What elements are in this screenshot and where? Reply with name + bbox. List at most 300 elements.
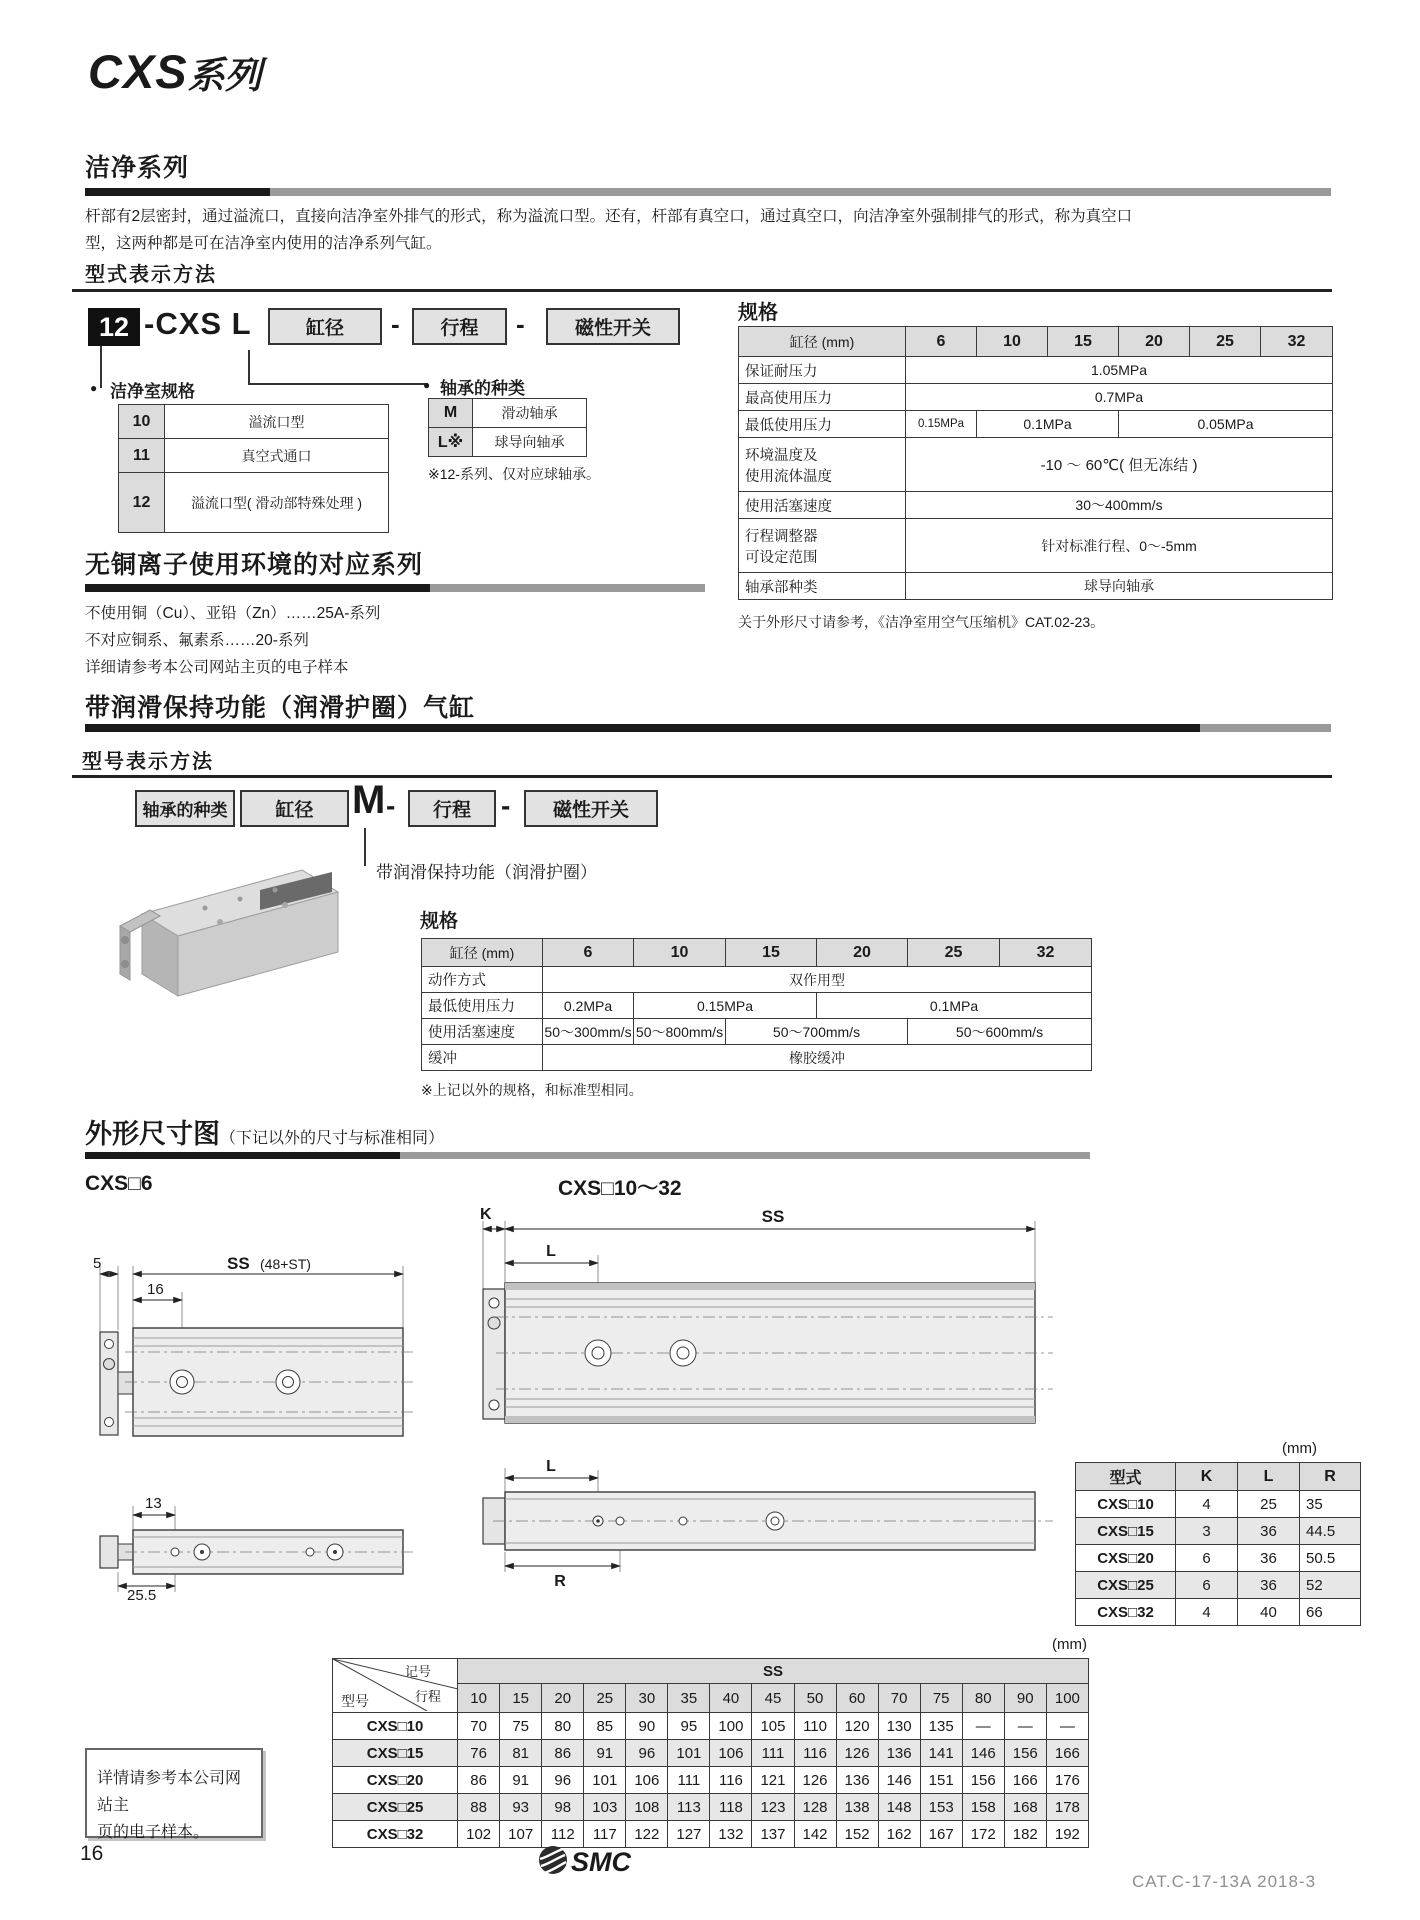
stroke-box: 行程 bbox=[412, 308, 507, 345]
col-header: 25 bbox=[908, 939, 1000, 967]
dim-l: L bbox=[546, 1243, 556, 1260]
circle bbox=[121, 960, 129, 968]
col-header: 15 bbox=[1048, 327, 1119, 357]
bullet-icon: ● bbox=[423, 378, 431, 392]
table-cell: 116 bbox=[794, 1740, 836, 1767]
table-cell: 151 bbox=[920, 1767, 962, 1794]
cell-value: 针对标准行程、0～-5mm bbox=[906, 519, 1333, 573]
dim-k: K bbox=[480, 1206, 492, 1223]
table-cell: 118 bbox=[710, 1794, 752, 1821]
table-row bbox=[1076, 1545, 1361, 1572]
paragraph-line: 型，这两种都是可在洁净室内使用的洁净系列气缸。 bbox=[85, 235, 442, 252]
table-cell: 107 bbox=[500, 1821, 542, 1848]
table-cell: 88 bbox=[458, 1794, 500, 1821]
row-label-line: 行程调整器 bbox=[745, 528, 818, 545]
heading-bar bbox=[85, 188, 270, 196]
cell-value: 50～300mm/s bbox=[543, 1019, 634, 1045]
series-title-en: CXS bbox=[88, 45, 188, 98]
cell-value: 0.05MPa bbox=[1119, 411, 1333, 438]
spec2-footnote: ※上记以外的规格，和标准型相同。 bbox=[421, 1082, 643, 1098]
table-cell: 15 bbox=[500, 1684, 542, 1713]
col-header: 32 bbox=[1261, 327, 1333, 357]
table-cell: 132 bbox=[710, 1821, 752, 1848]
cleanroom-spec-table bbox=[118, 404, 389, 533]
dim-13: 13 bbox=[145, 1495, 162, 1512]
cell-value: 0.2MPa bbox=[543, 993, 634, 1019]
table-cell: 滑动轴承 bbox=[473, 399, 587, 428]
table-cell: 146 bbox=[962, 1740, 1004, 1767]
drawing-cxs10-32-top-view bbox=[478, 1205, 1068, 1435]
paragraph-line: 杆部有2层密封，通过溢流口，直接向洁净室外排气的形式，称为溢流口型。还有，杆部有真空口，通过真空口，向洁净室外强制排气的形式，称为真空口 bbox=[85, 208, 1133, 225]
table-cell: 110 bbox=[794, 1713, 836, 1740]
table-cell: 35 bbox=[1300, 1491, 1361, 1518]
row-label-line: 使用流体温度 bbox=[745, 468, 832, 485]
table-cell: 113 bbox=[668, 1794, 710, 1821]
dim-ss: SS bbox=[761, 1207, 785, 1226]
cell-value: 1.05MPa bbox=[906, 357, 1333, 384]
dim-5: 5 bbox=[93, 1255, 102, 1272]
page-title bbox=[88, 44, 262, 99]
dash: - bbox=[501, 790, 511, 821]
table-row bbox=[739, 357, 1333, 384]
row-label: 最低使用压力 bbox=[422, 993, 543, 1019]
table-row bbox=[333, 1713, 1089, 1740]
right-model-label: CXS□10～32 bbox=[558, 1177, 682, 1200]
col-header: 10 bbox=[977, 327, 1048, 357]
col-header: 6 bbox=[543, 939, 634, 967]
cell-value: 橡胶缓冲 bbox=[543, 1045, 1092, 1071]
row-label-line: 环境温度及 bbox=[745, 447, 818, 464]
circle bbox=[203, 906, 208, 911]
circle bbox=[171, 1548, 179, 1556]
cell-value: 50～600mm/s bbox=[908, 1019, 1092, 1045]
bullet-icon: ● bbox=[90, 381, 98, 395]
circle bbox=[488, 1317, 500, 1329]
table-cell: 135 bbox=[920, 1713, 962, 1740]
table-cell: 126 bbox=[836, 1740, 878, 1767]
table-cell: 36 bbox=[1238, 1572, 1300, 1599]
dim-25-5: 25.5 bbox=[127, 1587, 157, 1603]
tbody bbox=[429, 399, 587, 457]
table-cell: 95 bbox=[668, 1713, 710, 1740]
tbody bbox=[1076, 1491, 1361, 1626]
cell-value: 0.7MPa bbox=[906, 384, 1333, 411]
spec1-footnote: 关于外形尺寸请参考，《洁净室用空气压缩机》CAT.02-23。 bbox=[738, 614, 1105, 630]
rect bbox=[505, 1283, 1035, 1290]
drawing-cxs10-32-side-view bbox=[478, 1458, 1068, 1608]
spec-table-clean bbox=[738, 326, 1333, 600]
connector-line bbox=[100, 346, 102, 388]
table-cell: 166 bbox=[1046, 1740, 1088, 1767]
table-cell: 182 bbox=[1004, 1821, 1046, 1848]
table-cell: 126 bbox=[794, 1767, 836, 1794]
tbody bbox=[119, 405, 389, 533]
row-label: 最高使用压力 bbox=[739, 384, 906, 411]
table-cell: 81 bbox=[500, 1740, 542, 1767]
row-label: 保证耐压力 bbox=[739, 357, 906, 384]
table-cell: CXS□15 bbox=[333, 1740, 458, 1767]
table-row bbox=[429, 428, 587, 457]
cell-value: 50～700mm/s bbox=[726, 1019, 908, 1045]
table-cell: CXS□15 bbox=[1076, 1518, 1176, 1545]
table-cell: 101 bbox=[584, 1767, 626, 1794]
table-cell: 167 bbox=[920, 1821, 962, 1848]
circle bbox=[489, 1400, 499, 1410]
cell-value: -10 ～ 60℃( 但无冻结 ) bbox=[906, 438, 1333, 492]
table-row bbox=[333, 1767, 1089, 1794]
drawing-cxs6-side-view bbox=[85, 1488, 420, 1603]
auto-switch-box: 磁性开关 bbox=[546, 308, 680, 345]
col-header: K bbox=[1176, 1463, 1238, 1491]
table-cell: 136 bbox=[836, 1767, 878, 1794]
table-cell: 121 bbox=[752, 1767, 794, 1794]
table-row bbox=[429, 399, 587, 428]
table-cell: 158 bbox=[962, 1794, 1004, 1821]
cell-value: 球导向轴承 bbox=[906, 573, 1333, 600]
spec2-heading: 规格 bbox=[420, 911, 459, 932]
table-cell: 90 bbox=[626, 1713, 668, 1740]
heading-bar bbox=[430, 584, 705, 592]
table-cell: 球导向轴承 bbox=[473, 428, 587, 457]
table-cell: 141 bbox=[920, 1740, 962, 1767]
g bbox=[483, 1229, 1035, 1263]
ss-span-header: SS bbox=[458, 1659, 1089, 1684]
table-cell: 85 bbox=[584, 1713, 626, 1740]
dimensions-heading bbox=[85, 1112, 444, 1151]
table-row bbox=[333, 1740, 1089, 1767]
smc-logo-text: SMC bbox=[571, 1847, 631, 1877]
dash: - bbox=[386, 790, 396, 821]
catalog-code: CAT.C-17-13A 2018-3 bbox=[1132, 1872, 1317, 1891]
row-label: 使用活塞速度 bbox=[739, 492, 906, 519]
table-cell: CXS□25 bbox=[1076, 1572, 1176, 1599]
col-header: 缸径 (mm) bbox=[422, 939, 543, 967]
rect bbox=[505, 1416, 1035, 1423]
cell-value: 双作用型 bbox=[543, 967, 1092, 993]
table-cell: 102 bbox=[458, 1821, 500, 1848]
circle bbox=[104, 1359, 115, 1370]
table-cell: 168 bbox=[1004, 1794, 1046, 1821]
dash: - bbox=[391, 309, 400, 339]
note-line: 页的电子样本。 bbox=[97, 1824, 210, 1841]
col-header: 6 bbox=[906, 327, 977, 357]
circle bbox=[679, 1517, 687, 1525]
corner-header-cell bbox=[333, 1659, 458, 1713]
table-row bbox=[422, 1045, 1092, 1071]
table-row bbox=[422, 1019, 1092, 1045]
dim-r: R bbox=[554, 1573, 566, 1590]
table-row bbox=[739, 384, 1333, 411]
table-cell: 120 bbox=[836, 1713, 878, 1740]
table-cell: 35 bbox=[668, 1684, 710, 1713]
table-cell: CXS□10 bbox=[1076, 1491, 1176, 1518]
table-cell: 36 bbox=[1238, 1518, 1300, 1545]
corner-label-symbol: 记号 bbox=[405, 1664, 432, 1679]
table-cell: 96 bbox=[542, 1767, 584, 1794]
table-cell: 11 bbox=[119, 439, 165, 473]
m-code: M bbox=[352, 778, 386, 822]
stroke-table bbox=[332, 1658, 1089, 1848]
section-rule bbox=[72, 289, 1332, 292]
table-row bbox=[1076, 1491, 1361, 1518]
table-cell: 75 bbox=[920, 1684, 962, 1713]
table-cell: — bbox=[962, 1713, 1004, 1740]
table-cell: 111 bbox=[668, 1767, 710, 1794]
table-cell: 138 bbox=[836, 1794, 878, 1821]
table-row bbox=[333, 1821, 1089, 1848]
table-cell: M bbox=[429, 399, 473, 428]
table-cell: 156 bbox=[1004, 1740, 1046, 1767]
thead bbox=[1076, 1463, 1361, 1491]
circle bbox=[596, 1519, 600, 1523]
table-cell: 136 bbox=[878, 1740, 920, 1767]
page-number: 16 bbox=[80, 1842, 104, 1865]
g bbox=[100, 1274, 403, 1300]
table-cell: 98 bbox=[542, 1794, 584, 1821]
table-cell: 80 bbox=[962, 1684, 1004, 1713]
circle bbox=[276, 1370, 300, 1394]
row-label: 轴承部种类 bbox=[739, 573, 906, 600]
cell-value: 0.1MPa bbox=[817, 993, 1092, 1019]
heading-bar bbox=[1200, 724, 1331, 732]
col-header: 15 bbox=[726, 939, 817, 967]
table-cell: 128 bbox=[794, 1794, 836, 1821]
klr-unit-label: (mm) bbox=[1282, 1440, 1317, 1457]
table-cell: 142 bbox=[794, 1821, 836, 1848]
lube-annotation: 带润滑保持功能（润滑护圈） bbox=[376, 863, 597, 882]
table-cell: 溢流口型 bbox=[165, 405, 389, 439]
table-cell: 10 bbox=[119, 405, 165, 439]
table-cell: 70 bbox=[458, 1713, 500, 1740]
connector-line bbox=[248, 350, 250, 384]
series-title-cn: 系列 bbox=[187, 55, 262, 96]
circle bbox=[766, 1512, 784, 1530]
table-cell: 80 bbox=[542, 1713, 584, 1740]
table-row bbox=[739, 411, 1333, 438]
row-label: 使用活塞速度 bbox=[422, 1019, 543, 1045]
table-row bbox=[739, 438, 1333, 492]
table-cell: 25 bbox=[584, 1684, 626, 1713]
circle bbox=[105, 1418, 114, 1427]
table-cell: 30 bbox=[626, 1684, 668, 1713]
table-cell: 116 bbox=[710, 1767, 752, 1794]
polygon bbox=[120, 926, 130, 980]
col-header: 20 bbox=[1119, 327, 1190, 357]
lube-model-heading: 型号表示方法 bbox=[82, 751, 214, 773]
table-cell: 178 bbox=[1046, 1794, 1088, 1821]
tbody bbox=[739, 327, 1333, 600]
spec-table-lube bbox=[421, 938, 1092, 1071]
table-row bbox=[1076, 1518, 1361, 1545]
table-cell: 100 bbox=[710, 1713, 752, 1740]
col-header: 型式 bbox=[1076, 1463, 1176, 1491]
table-cell: 4 bbox=[1176, 1599, 1238, 1626]
table-row bbox=[119, 439, 389, 473]
clean-series-paragraph bbox=[85, 203, 1335, 257]
circle bbox=[238, 897, 243, 902]
col-header: 32 bbox=[1000, 939, 1092, 967]
model-base-text: -CXS L bbox=[144, 306, 252, 341]
dimensions-heading-main: 外形尺寸图 bbox=[85, 1119, 220, 1149]
section-rule bbox=[72, 775, 1332, 778]
table-cell: 162 bbox=[878, 1821, 920, 1848]
clean-series-heading: 洁净系列 bbox=[85, 154, 190, 182]
table-cell: 105 bbox=[752, 1713, 794, 1740]
klr-table bbox=[1075, 1462, 1361, 1626]
table-cell: 96 bbox=[626, 1740, 668, 1767]
table-cell: CXS□20 bbox=[333, 1767, 458, 1794]
table-cell: 103 bbox=[584, 1794, 626, 1821]
table-cell: 108 bbox=[626, 1794, 668, 1821]
col-header: 10 bbox=[634, 939, 726, 967]
rect bbox=[100, 1536, 118, 1568]
table-row bbox=[1076, 1463, 1361, 1491]
table-cell: — bbox=[1004, 1713, 1046, 1740]
row-label: 动作方式 bbox=[422, 967, 543, 993]
table-cell: 60 bbox=[836, 1684, 878, 1713]
table-cell: 36 bbox=[1238, 1545, 1300, 1572]
table-row bbox=[739, 573, 1333, 600]
cell-value: 30～400mm/s bbox=[906, 492, 1333, 519]
lube-section-heading: 带润滑保持功能（润滑护圈）气缸 bbox=[85, 694, 476, 722]
circle bbox=[200, 1550, 204, 1554]
circle bbox=[282, 902, 288, 908]
copper-free-text bbox=[85, 600, 380, 681]
heading-bar bbox=[85, 1152, 400, 1159]
table-cell: 10 bbox=[458, 1684, 500, 1713]
text-line: 不使用铜（Cu）、亚铅（Zn）……25A-系列 bbox=[85, 605, 381, 622]
table-cell: 溢流口型( 滑动部特殊处理 ) bbox=[165, 473, 389, 533]
cell-value: 0.15MPa bbox=[906, 411, 977, 438]
circle bbox=[489, 1298, 499, 1308]
table-cell: 156 bbox=[962, 1767, 1004, 1794]
table-cell: 153 bbox=[920, 1794, 962, 1821]
table-cell: 91 bbox=[584, 1740, 626, 1767]
table-cell: CXS□32 bbox=[1076, 1599, 1176, 1626]
col-header: 25 bbox=[1190, 327, 1261, 357]
circle bbox=[333, 1550, 337, 1554]
table-row bbox=[333, 1794, 1089, 1821]
table-cell: 6 bbox=[1176, 1545, 1238, 1572]
heading-bar bbox=[400, 1152, 1090, 1159]
table-cell: 101 bbox=[668, 1740, 710, 1767]
table-cell: 137 bbox=[752, 1821, 794, 1848]
table-cell: 172 bbox=[962, 1821, 1004, 1848]
text-line: 详细请参考本公司网站主页的电子样本 bbox=[85, 659, 349, 676]
table-row bbox=[739, 519, 1333, 573]
heading-bar bbox=[85, 724, 1200, 732]
table-row bbox=[1076, 1572, 1361, 1599]
heading-bar bbox=[270, 188, 1331, 196]
cell-value: 0.15MPa bbox=[634, 993, 817, 1019]
circle bbox=[170, 1370, 194, 1394]
table-cell: 50 bbox=[794, 1684, 836, 1713]
cleanroom-spec-label: 洁净室规格 bbox=[110, 382, 195, 401]
table-cell: 40 bbox=[710, 1684, 752, 1713]
col-header: 缸径 (mm) bbox=[739, 327, 906, 357]
table-cell: CXS□25 bbox=[333, 1794, 458, 1821]
table-cell: 40 bbox=[1238, 1599, 1300, 1626]
table-cell: — bbox=[1046, 1713, 1088, 1740]
product-photo bbox=[110, 852, 350, 1042]
table-row bbox=[739, 492, 1333, 519]
table-cell: 122 bbox=[626, 1821, 668, 1848]
table-cell: 93 bbox=[500, 1794, 542, 1821]
connector-line bbox=[248, 383, 428, 385]
table-cell: 6 bbox=[1176, 1572, 1238, 1599]
table-cell: 86 bbox=[458, 1767, 500, 1794]
table-cell: 166 bbox=[1004, 1767, 1046, 1794]
table-cell: 44.5 bbox=[1300, 1518, 1361, 1545]
table-cell: 90 bbox=[1004, 1684, 1046, 1713]
bearing-type-table bbox=[428, 398, 587, 457]
table-cell: 176 bbox=[1046, 1767, 1088, 1794]
table-cell: 112 bbox=[542, 1821, 584, 1848]
circle bbox=[217, 919, 223, 925]
table-cell: 86 bbox=[542, 1740, 584, 1767]
table-cell: CXS□32 bbox=[333, 1821, 458, 1848]
row-label bbox=[739, 519, 906, 573]
bearing-type-box: 轴承的种类 bbox=[135, 790, 235, 827]
table-cell: 52 bbox=[1300, 1572, 1361, 1599]
dim-ss: SS bbox=[227, 1254, 250, 1273]
stroke-unit-label: (mm) bbox=[1052, 1636, 1087, 1653]
col-header: R bbox=[1300, 1463, 1361, 1491]
circle bbox=[616, 1517, 624, 1525]
dim-l2: L bbox=[546, 1458, 556, 1475]
circle bbox=[585, 1340, 611, 1366]
table-cell: 3 bbox=[1176, 1518, 1238, 1545]
table-cell: 4 bbox=[1176, 1491, 1238, 1518]
circle bbox=[273, 888, 278, 893]
row-label bbox=[739, 438, 906, 492]
table-cell: 真空式通口 bbox=[165, 439, 389, 473]
table-cell: 192 bbox=[1046, 1821, 1088, 1848]
bore-box: 缸径 bbox=[240, 790, 349, 827]
table-cell: 76 bbox=[458, 1740, 500, 1767]
copper-free-heading: 无铜离子使用环境的对应系列 bbox=[85, 551, 424, 579]
table-row bbox=[1076, 1599, 1361, 1626]
table-cell: 100 bbox=[1046, 1684, 1088, 1713]
table-cell: L※ bbox=[429, 428, 473, 457]
table-cell: 146 bbox=[878, 1767, 920, 1794]
dimensions-heading-note: （下记以外的尺寸与标准相同） bbox=[220, 1130, 445, 1147]
table-cell: 12 bbox=[119, 473, 165, 533]
spec1-heading: 规格 bbox=[738, 302, 778, 324]
circle bbox=[670, 1340, 696, 1366]
table-cell: 111 bbox=[752, 1740, 794, 1767]
table-cell: 106 bbox=[626, 1767, 668, 1794]
col-header: L bbox=[1238, 1463, 1300, 1491]
table-cell: 45 bbox=[752, 1684, 794, 1713]
stroke-box: 行程 bbox=[408, 790, 496, 827]
drawing-cxs6-top-view bbox=[85, 1252, 420, 1452]
dash: - bbox=[516, 309, 525, 339]
note-line: 详情请参考本公司网站主 bbox=[97, 1770, 242, 1814]
left-model-label: CXS□6 bbox=[85, 1172, 153, 1195]
table-row bbox=[422, 967, 1092, 993]
table-cell: 152 bbox=[836, 1821, 878, 1848]
row-label: 最低使用压力 bbox=[739, 411, 906, 438]
table-cell: 50.5 bbox=[1300, 1545, 1361, 1572]
table-cell: 75 bbox=[500, 1713, 542, 1740]
table-row bbox=[119, 473, 389, 533]
circle bbox=[121, 936, 129, 944]
text-line: 不对应铜系、氟素系……20-系列 bbox=[85, 632, 309, 649]
table-cell: 20 bbox=[542, 1684, 584, 1713]
table-cell: 91 bbox=[500, 1767, 542, 1794]
rect bbox=[118, 1372, 133, 1394]
